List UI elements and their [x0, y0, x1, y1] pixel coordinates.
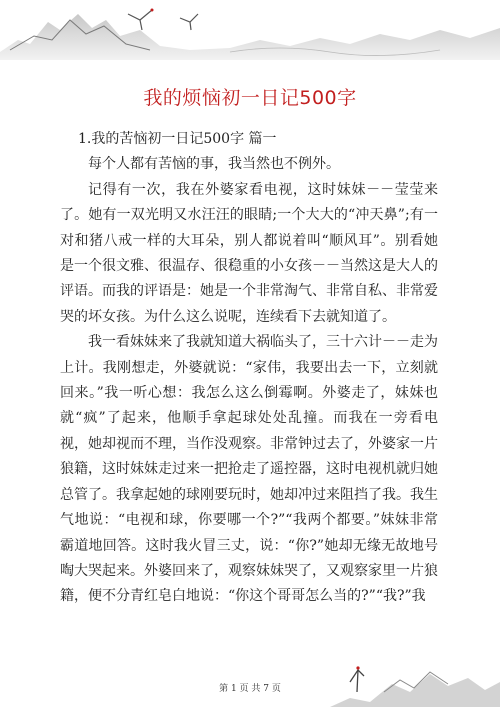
paragraph: 记得有一次，我在外婆家看电视，这时妹妹－－莹莹来了。她有一双光明又水汪汪的眼睛;一个大大的“冲天鼻”;有一对和猪八戒一样的大耳朵，别人都说着叫“顺风耳”。别看她是一个很文雅、很温存、很稳重的小女孩－－当然这是大人的评语。而我的评语是：她是一个非常淘气、非常自私、非常爱哭的坏女孩。为什么这么说呢，连续看下去就知道了。	[60, 181, 438, 325]
crane-icon	[180, 14, 198, 30]
crane-icon	[350, 666, 364, 692]
bottom-landscape-decoration	[330, 652, 500, 707]
paragraph: 我一看妹妹来了我就知道大祸临头了，三十六计－－走为上计。我刚想走，外婆就说：“家伟，我要出去一下，立刻就回来。”我一听心想：我怎么这么倒霉啊。外婆走了，妹妹也就“疯”了起来，他顺手拿起球处处乱撞。而我在一旁看电视，她却视而不理，当作没观察。非常钟过去了，外婆家一片狼籍，这时妹妹走过来一把抢走了遥控器，这时电视机就归她总管了。我拿起她的球刚要玩时，她却冲过来阻挡了我。我生气地说：“电视和球，你要哪一个?”“我两个都要。”妹妹非常霸道地回答。这时我火冒三丈，说：“你?”她却无缘无故地号啕大哭起来。外婆回来了，观察妹妹哭了，又观察家里一片狼籍，便不分青红皂白地说：“你这个哥哥怎么当的?”“我?”我	[60, 334, 438, 605]
document-body	[60, 127, 438, 610]
page-footer: 第 1 页 共 7 页	[219, 684, 281, 694]
crane-icon	[128, 9, 154, 31]
paragraph: 每个人都有苦恼的事，我当然也不例外。	[88, 156, 340, 173]
document-title: 我的烦恼初一日记500字	[143, 87, 357, 109]
mountain-range	[330, 674, 500, 707]
top-landscape-decoration	[0, 0, 500, 60]
section-heading: 1.我的苦恼初一日记500字 篇一	[78, 131, 277, 147]
mountain-range	[0, 14, 500, 60]
